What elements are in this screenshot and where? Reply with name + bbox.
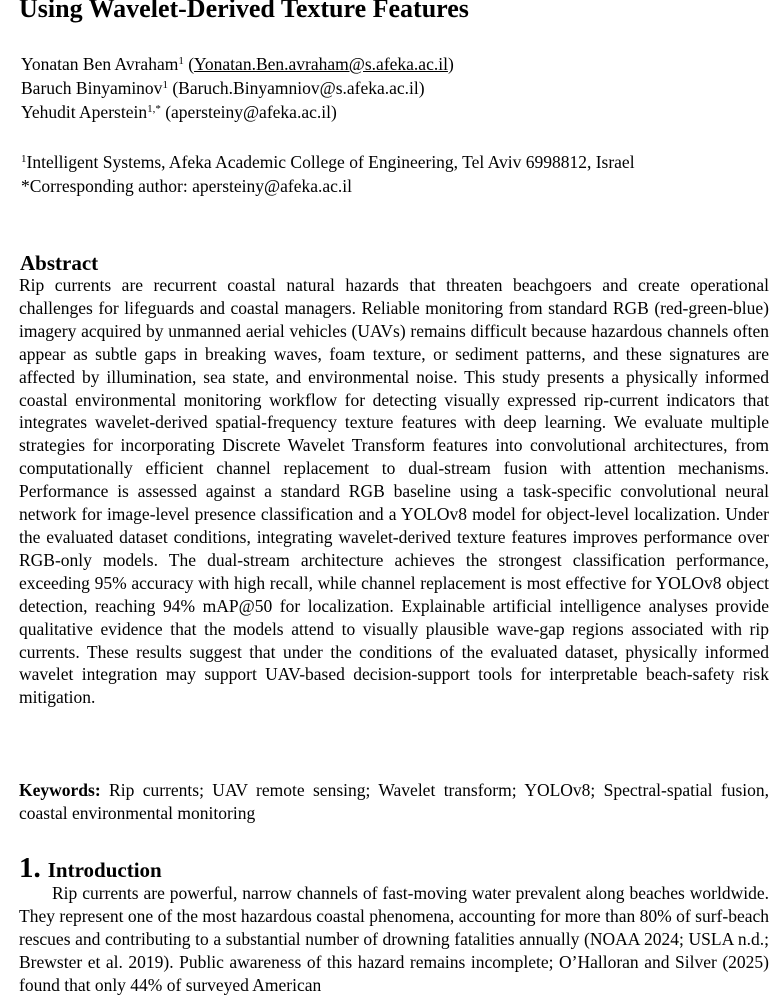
section-number: 1. xyxy=(19,852,41,884)
author-affil-mark: 1 xyxy=(162,79,168,91)
paper-title: Using Wavelet-Derived Texture Features xyxy=(19,0,469,23)
introduction-body: Rip currents are powerful, narrow channels of fast-moving water prevalent along beaches worldwide. They represent one of the most hazardous coastal phenomena, accounting for more than 80% of surf-beach rescues and contributing to a substantial number of drowning fatalities annually (NOAA 2024; USLA n.d.; Brewster et al. 2019). Public awareness of this hazard remains incomplete; O’Halloran and Silver (2025) found that only 44% of surveyed American xyxy=(19,883,769,995)
corresponding-author: *Corresponding author: apersteiny@afeka.ac.il xyxy=(21,176,353,196)
author-list xyxy=(21,52,454,124)
keywords-label: Keywords: xyxy=(19,780,101,800)
section-title: Introduction xyxy=(47,858,162,882)
affiliation-block xyxy=(21,150,635,198)
keywords-block xyxy=(19,779,769,825)
author-entry: Baruch Binyaminov$^1$ (Baruch.Binyamniov@s.afeka.ac.il) xyxy=(21,78,425,98)
keywords-text: Rip currents; UAV remote sensing; Wavelet transform; YOLOv8; Spectral-spatial fusion, coastal environmental monitoring xyxy=(19,780,770,823)
affiliation-text: Intelligent Systems, Afeka Academic College of Engineering, Tel Aviv 6998812, Israel xyxy=(26,152,635,172)
author-entry: Yonatan Ben Avraham$^1$ (Yonatan.Ben.avraham@s.afeka.ac.il) xyxy=(21,54,454,74)
abstract-heading: Abstract xyxy=(20,251,99,275)
author-affil-mark: 1 xyxy=(178,55,184,67)
author-name: Yehudit Aperstein xyxy=(21,102,148,122)
abstract-body: Rip currents are recurrent coastal natural hazards that threaten beachgoers and create operational challenges for lifeguards and coastal managers. Reliable monitoring from standard RGB (red-green-blue) imagery acquired by unmanned aerial vehicles (UAVs) remains difficult because hazardous channels often appear as subtle gaps in breaking waves, foam texture, or sediment patterns, and these signatures are affected by illumination, sea state, and environmental noise. This study presents a physically informed coastal environmental monitoring workflow for detecting visually expressed rip-current indicators that integrates wavelet-derived spatial-frequency texture features with deep learning. We evaluate multiple strategies for incorporating Discrete Wavelet Transform features into convolutional architectures, from computationally efficient channel replacement to dual-stream fusion with attention mechanisms. Performance is assessed against a standard RGB baseline using a task-specific convolutional neural network for image-level presence classification and a YOLOv8 model for object-level localization. Under the evaluated dataset conditions, integrating wavelet-derived texture features improves performance over RGB-only models. The dual-stream architecture achieves the strongest classification performance, exceeding 95% accuracy with high recall, while channel replacement is most effective for YOLOv8 object detection, reaching 94% mAP@50 for localization. Explainable artificial intelligence analyses provide qualitative evidence that the models attend to visually plausible wave-gap regions associated with rip currents. These results suggest that under the conditions of the evaluated dataset, physically informed wavelet integration may support UAV-based decision-support tools for interpretable beach-safety risk mitigation. xyxy=(19,275,769,708)
author-email: Baruch.Binyamniov@s.afeka.ac.il xyxy=(178,78,419,98)
author-name: Baruch Binyaminov xyxy=(21,78,163,98)
affiliation-line xyxy=(21,150,635,174)
author-entry: Yehudit Aperstein$^{1,*}$ (apersteiny@afeka.ac.il) xyxy=(21,102,337,122)
author-affil-mark: 1,* xyxy=(147,103,161,115)
author-email: apersteiny@afeka.ac.il xyxy=(171,102,331,122)
author-name: Yonatan Ben Avraham xyxy=(21,54,179,74)
affiliation-mark: 1 xyxy=(21,153,27,165)
author-email-link[interactable]: Yonatan.Ben.avraham@s.afeka.ac.il xyxy=(194,54,448,74)
